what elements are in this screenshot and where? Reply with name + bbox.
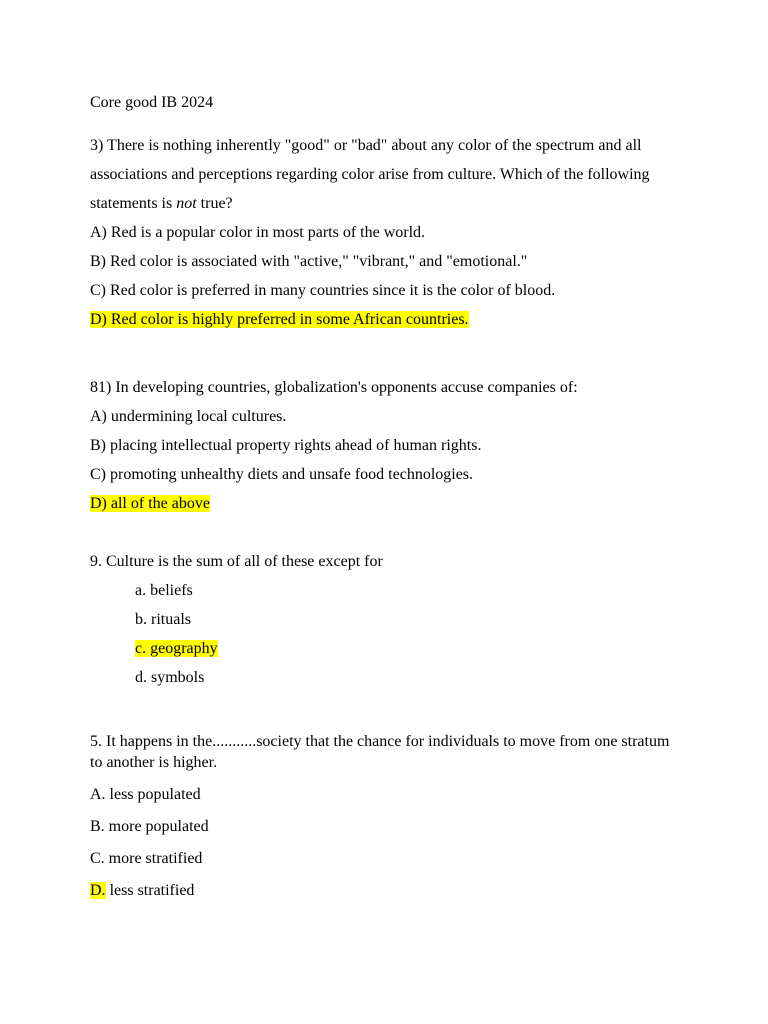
answer-option: A. less populated [90, 786, 201, 803]
question-stem: 81) In developing countries, globalization's opponents accuse companies of: [90, 379, 578, 396]
question-color [90, 131, 680, 334]
answer-option-highlighted [90, 634, 680, 663]
question-globalization [90, 373, 680, 518]
answer-option-highlighted [90, 880, 680, 901]
question-stem-line: associations and perceptions regarding color arise from culture. Which of the following [90, 166, 650, 183]
answer-option: C. more stratified [90, 850, 203, 867]
answer-option: A) Red is a popular color in most parts of the world. [90, 224, 426, 241]
question-stratification [90, 731, 680, 901]
answer-option: B. more populated [90, 818, 209, 835]
answer-option-text: less stratified [105, 882, 195, 899]
highlighted-answer-letter: D. [90, 882, 106, 899]
highlighted-answer: D) Red color is highly preferred in some African countries. [90, 311, 469, 328]
question-stem: 5. It happens in the...........society that the chance for individuals to move from one stratum to another is higher. [90, 733, 670, 771]
answer-option: b. rituals [135, 611, 191, 628]
answer-option: A) undermining local cultures. [90, 408, 287, 425]
answer-option: B) Red color is associated with "active," "vibrant," and "emotional." [90, 253, 528, 270]
answer-option: C) Red color is preferred in many countries since it is the color of blood. [90, 282, 556, 299]
question-stem-text: true? [196, 195, 233, 212]
question-stem-text: statements is [90, 195, 177, 212]
highlighted-answer: D) all of the above [90, 495, 210, 512]
answer-option-highlighted [90, 305, 680, 334]
answer-option: a. beliefs [135, 582, 193, 599]
question-stem-emphasis: not [176, 195, 197, 212]
question-stem-line [90, 189, 680, 218]
answer-option-highlighted [90, 489, 680, 518]
document-page [90, 92, 680, 912]
document-title: Core good IB 2024 [90, 94, 214, 111]
question-stem-line: 3) There is nothing inherently "good" or "bad" about any color of the spectrum and all [90, 137, 642, 154]
answer-option: C) promoting unhealthy diets and unsafe food technologies. [90, 466, 474, 483]
answer-option: B) placing intellectual property rights ahead of human rights. [90, 437, 482, 454]
question-culture [90, 547, 680, 692]
answer-option: d. symbols [135, 669, 205, 686]
question-stem: 9. Culture is the sum of all of these except for [90, 553, 383, 570]
highlighted-answer: c. geography [135, 640, 218, 657]
